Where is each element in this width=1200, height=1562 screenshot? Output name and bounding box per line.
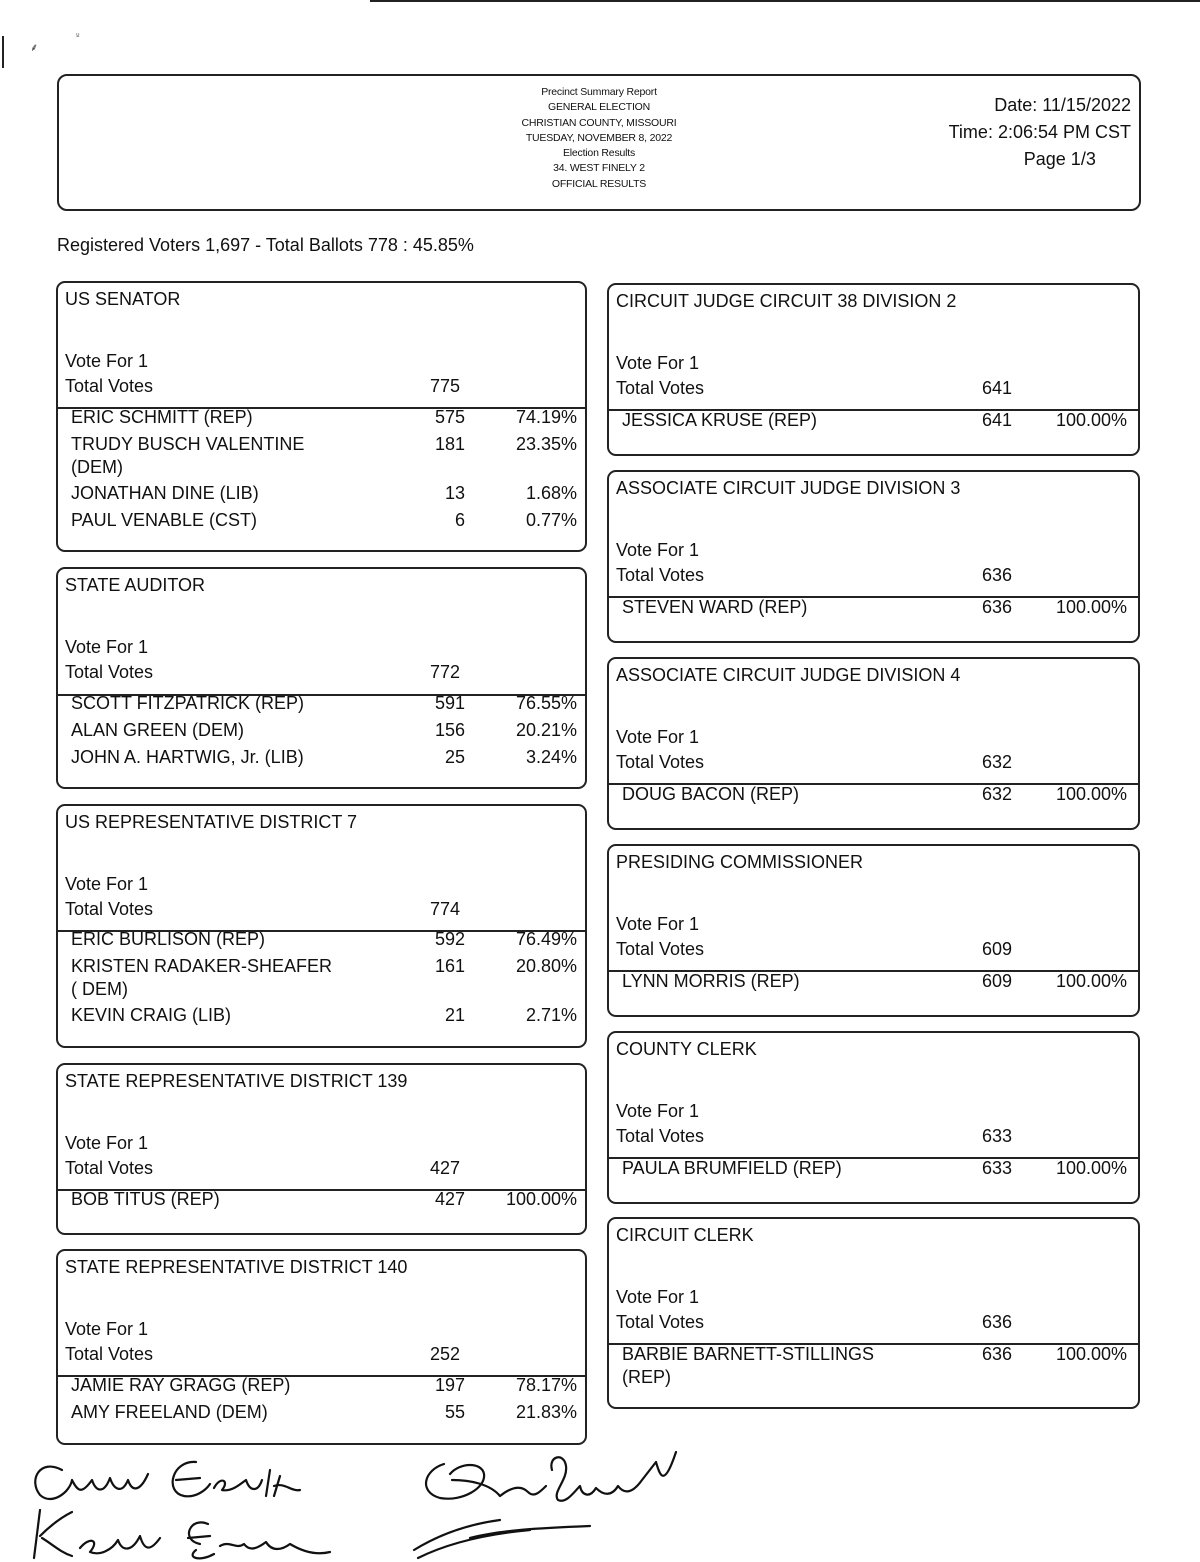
vote-for-label: Vote For 1 xyxy=(65,637,149,657)
candidate-row xyxy=(609,783,1138,810)
candidate-name: JONATHAN DINE (LIB) xyxy=(71,483,259,503)
candidate-percent: 23.35% xyxy=(515,434,577,454)
total-votes-value: 252 xyxy=(429,1344,460,1364)
total-votes-label: Total Votes xyxy=(65,1158,154,1178)
candidate-percent: 74.19% xyxy=(515,407,577,427)
candidate-name: ERIC SCHMITT (REP) xyxy=(71,407,253,427)
candidate-name: KRISTEN RADAKER-SHEAFER ( DEM) xyxy=(71,956,333,999)
candidate-name: BARBIE BARNETT-STILLINGS (REP) xyxy=(622,1344,875,1387)
candidate-name: PAUL VENABLE (CST) xyxy=(71,510,258,530)
candidate-list xyxy=(609,783,1138,810)
candidate-percent: 100.00% xyxy=(505,1189,577,1209)
candidate-percent: 2.71% xyxy=(525,1005,577,1025)
precinct-name: 34. WEST FINELY 2 xyxy=(553,162,645,175)
candidate-list xyxy=(58,1188,585,1215)
report-header xyxy=(57,74,1141,211)
contest-title: CIRCUIT JUDGE CIRCUIT 38 DIVISION 2 xyxy=(616,291,957,311)
candidate-percent: 100.00% xyxy=(1055,410,1127,430)
contest-title: STATE AUDITOR xyxy=(65,575,206,595)
total-votes-label: Total Votes xyxy=(65,899,154,919)
total-votes-value: 427 xyxy=(429,1158,460,1178)
candidate-list xyxy=(609,596,1138,623)
contest-box xyxy=(607,1217,1140,1409)
candidate-row xyxy=(609,970,1138,997)
candidate-percent: 78.17% xyxy=(515,1375,577,1395)
candidate-votes: 427 xyxy=(434,1189,465,1209)
candidate-name: STEVEN WARD (REP) xyxy=(622,597,808,617)
contest-title: PRESIDING COMMISSIONER xyxy=(616,852,864,872)
vote-for-label: Vote For 1 xyxy=(616,727,700,747)
candidate-votes: 55 xyxy=(444,1402,465,1422)
candidate-row xyxy=(609,409,1138,436)
total-votes-value: 641 xyxy=(981,378,1012,398)
total-votes-label: Total Votes xyxy=(616,752,705,772)
candidate-percent: 100.00% xyxy=(1055,784,1127,804)
candidate-votes: 591 xyxy=(434,693,465,713)
contest-title: ASSOCIATE CIRCUIT JUDGE DIVISION 3 xyxy=(616,478,961,498)
contest-box xyxy=(56,567,587,789)
candidate-percent: 76.55% xyxy=(515,693,577,713)
candidate-list xyxy=(58,1374,585,1428)
candidate-votes: 633 xyxy=(981,1158,1012,1178)
contest-box xyxy=(607,844,1140,1017)
candidate-votes: 161 xyxy=(434,956,465,976)
candidate-votes: 197 xyxy=(434,1375,465,1395)
vote-for-label: Vote For 1 xyxy=(616,353,700,373)
contest-box xyxy=(607,470,1140,643)
contest-title: US SENATOR xyxy=(65,289,181,309)
candidate-list xyxy=(58,692,585,773)
contest-title: COUNTY CLERK xyxy=(616,1039,757,1059)
candidate-votes: 632 xyxy=(981,784,1012,804)
candidate-percent: 1.68% xyxy=(525,483,577,503)
report-header-meta xyxy=(949,92,1131,173)
contest-title: ASSOCIATE CIRCUIT JUDGE DIVISION 4 xyxy=(616,665,961,685)
candidate-row xyxy=(58,509,585,536)
vote-for-label: Vote For 1 xyxy=(65,1319,149,1339)
total-votes-value: 609 xyxy=(981,939,1012,959)
vote-for-label: Vote For 1 xyxy=(65,1133,149,1153)
candidate-percent: 0.77% xyxy=(525,510,577,530)
scan-margin-mark xyxy=(2,36,4,68)
candidate-votes: 636 xyxy=(981,597,1012,617)
contest-box xyxy=(56,804,587,1048)
vote-for-label: Vote For 1 xyxy=(616,1287,700,1307)
vote-for-label: Vote For 1 xyxy=(65,351,149,371)
candidate-name: JESSICA KRUSE (REP) xyxy=(622,410,818,430)
total-votes-value: 775 xyxy=(429,376,460,396)
candidate-row xyxy=(58,433,585,482)
total-votes-label: Total Votes xyxy=(616,565,705,585)
contest-box xyxy=(56,1063,587,1235)
candidate-percent: 100.00% xyxy=(1055,971,1127,991)
candidate-votes: 21 xyxy=(444,1005,465,1025)
total-votes-value: 632 xyxy=(981,752,1012,772)
candidate-row xyxy=(58,719,585,746)
candidate-name: JOHN A. HARTWIG, Jr. (LIB) xyxy=(71,747,304,767)
candidate-percent: 100.00% xyxy=(1055,597,1127,617)
signature-carla-essick xyxy=(35,1462,300,1499)
candidate-name: SCOTT FITZPATRICK (REP) xyxy=(71,693,304,713)
candidate-votes: 575 xyxy=(434,407,465,427)
candidate-row xyxy=(58,1004,585,1031)
election-name: GENERAL ELECTION xyxy=(547,101,651,114)
total-votes-value: 636 xyxy=(981,565,1012,585)
vote-for-label: Vote For 1 xyxy=(65,874,149,894)
candidate-percent: 3.24% xyxy=(525,747,577,767)
registered-voters-summary: Registered Voters 1,697 - Total Ballots 778 : 45.85% xyxy=(57,235,474,255)
candidate-name: JAMIE RAY GRAGG (REP) xyxy=(71,1375,291,1395)
candidate-name: DOUG BACON (REP) xyxy=(622,784,800,804)
candidate-list xyxy=(609,409,1138,436)
report-time: Time: 2:06:54 PM CST xyxy=(948,122,1131,142)
total-votes-label: Total Votes xyxy=(65,376,154,396)
candidate-name: AMY FREELAND (DEM) xyxy=(71,1402,268,1422)
contest-box xyxy=(607,283,1140,456)
total-votes-label: Total Votes xyxy=(616,939,705,959)
total-votes-value: 636 xyxy=(981,1312,1012,1332)
candidate-percent: 21.83% xyxy=(515,1402,577,1422)
candidate-row xyxy=(58,482,585,509)
scan-speck: ⸚ xyxy=(76,30,80,42)
results-status: OFFICIAL RESULTS xyxy=(551,177,647,190)
candidate-name: ERIC BURLISON (REP) xyxy=(71,929,266,949)
candidate-votes: 25 xyxy=(444,747,465,767)
contest-title: CIRCUIT CLERK xyxy=(616,1225,754,1245)
contest-box xyxy=(607,1031,1140,1204)
candidate-votes: 636 xyxy=(981,1344,1012,1364)
candidate-votes: 156 xyxy=(434,720,465,740)
candidate-name: BOB TITUS (REP) xyxy=(71,1189,220,1209)
total-votes-label: Total Votes xyxy=(616,1126,705,1146)
candidate-name: LYNN MORRIS (REP) xyxy=(622,971,800,991)
candidate-percent: 100.00% xyxy=(1055,1344,1127,1364)
candidate-row xyxy=(58,746,585,773)
signature-ida-russell xyxy=(414,1452,676,1558)
total-votes-label: Total Votes xyxy=(616,378,705,398)
candidate-row xyxy=(58,955,585,1004)
county-name: CHRISTIAN COUNTY, MISSOURI xyxy=(521,116,677,129)
candidate-votes: 609 xyxy=(981,971,1012,991)
candidate-list xyxy=(609,1157,1138,1184)
candidate-votes: 592 xyxy=(434,929,465,949)
page-number: Page 1/3 xyxy=(1023,149,1096,169)
contest-title: US REPRESENTATIVE DISTRICT 7 xyxy=(65,812,358,832)
candidate-percent: 76.49% xyxy=(515,929,577,949)
candidate-row xyxy=(58,928,585,955)
total-votes-value: 633 xyxy=(981,1126,1012,1146)
candidate-row xyxy=(609,1343,1138,1392)
candidate-row xyxy=(58,692,585,719)
signature-keller-evans xyxy=(34,1510,330,1558)
candidate-name: PAULA BRUMFIELD (REP) xyxy=(622,1158,842,1178)
total-votes-label: Total Votes xyxy=(616,1312,705,1332)
candidate-row xyxy=(609,1157,1138,1184)
candidate-name: ALAN GREEN (DEM) xyxy=(71,720,245,740)
candidate-list xyxy=(609,970,1138,997)
candidate-list xyxy=(609,1343,1138,1392)
vote-for-label: Vote For 1 xyxy=(616,914,700,934)
candidate-votes: 13 xyxy=(444,483,465,503)
report-type: Precinct Summary Report xyxy=(541,86,657,98)
vote-for-label: Vote For 1 xyxy=(616,1101,700,1121)
election-date: TUESDAY, NOVEMBER 8, 2022 xyxy=(525,131,673,144)
total-votes-label: Total Votes xyxy=(65,662,154,682)
candidate-list xyxy=(58,406,585,536)
contest-box xyxy=(56,1249,587,1445)
candidate-percent: 20.21% xyxy=(515,720,577,740)
results-label: Election Results xyxy=(562,147,636,160)
scan-speck: ⸙ xyxy=(30,42,39,54)
candidate-name: TRUDY BUSCH VALENTINE (DEM) xyxy=(71,434,305,477)
total-votes-value: 772 xyxy=(429,662,460,682)
candidate-votes: 6 xyxy=(454,510,465,530)
candidate-row xyxy=(58,1401,585,1428)
candidate-row xyxy=(58,1374,585,1401)
scan-top-rule xyxy=(370,0,1200,2)
candidate-row xyxy=(58,1188,585,1215)
signatures xyxy=(0,1440,720,1562)
candidate-name: KEVIN CRAIG (LIB) xyxy=(71,1005,232,1025)
total-votes-label: Total Votes xyxy=(65,1344,154,1364)
total-votes-value: 774 xyxy=(429,899,460,919)
candidate-votes: 641 xyxy=(981,410,1012,430)
candidate-list xyxy=(58,928,585,1031)
candidate-row xyxy=(609,596,1138,623)
report-date: Date: 11/15/2022 xyxy=(994,95,1131,115)
candidate-percent: 100.00% xyxy=(1055,1158,1127,1178)
contest-box xyxy=(56,281,587,552)
candidate-votes: 181 xyxy=(434,434,465,454)
contest-title: STATE REPRESENTATIVE DISTRICT 140 xyxy=(65,1257,408,1277)
candidate-row xyxy=(58,406,585,433)
candidate-percent: 20.80% xyxy=(515,956,577,976)
vote-for-label: Vote For 1 xyxy=(616,540,700,560)
contest-box xyxy=(607,657,1140,830)
contest-title: STATE REPRESENTATIVE DISTRICT 139 xyxy=(65,1071,408,1091)
